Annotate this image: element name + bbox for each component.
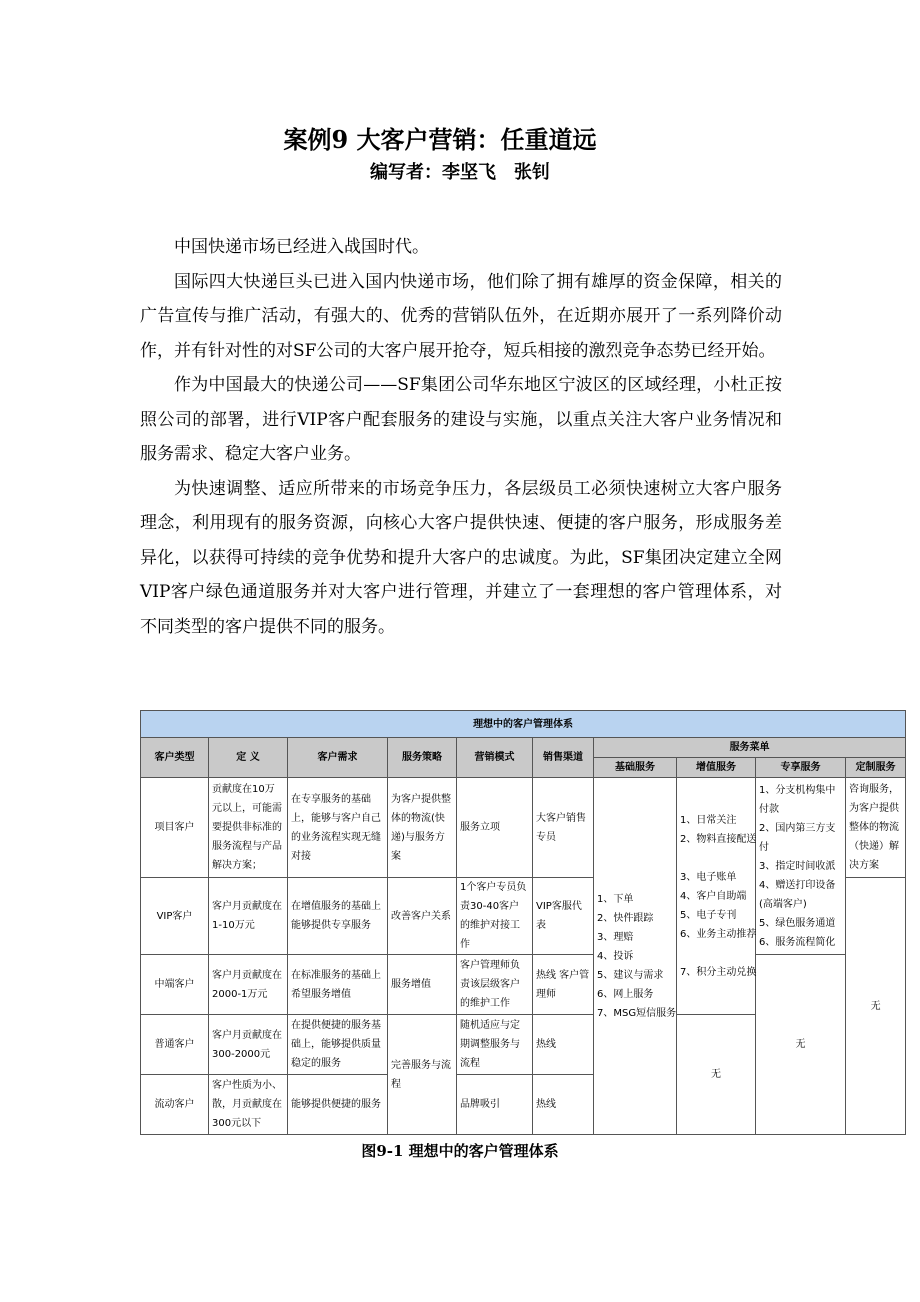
- header-cell: 营销模式: [457, 738, 533, 778]
- cell-strategy: 改善客户关系: [388, 878, 457, 955]
- list-item: 5、绿色服务通道: [759, 917, 836, 929]
- cell-need: 在提供便捷的服务基础上，能够提供质量稳定的服务: [288, 1015, 388, 1075]
- cell-strategy: 为客户提供整体的物流(快递)与服务方案: [388, 778, 457, 878]
- list-item: 1、下单: [597, 893, 634, 905]
- list-item: 3、理赔: [597, 931, 634, 943]
- list-item: 3、电子账单: [680, 871, 737, 883]
- cell-mode: 1个客户专员负责30-40客户的维护对接工作: [457, 878, 533, 955]
- cell-def: 客户月贡献度在300-2000元: [209, 1015, 288, 1075]
- figure-caption: 图9-1 理想中的客户管理体系: [361, 1142, 559, 1160]
- customer-management-table: [140, 710, 906, 1135]
- cell-channel: 热线 客户管理师: [533, 955, 594, 1015]
- body-text: [140, 230, 782, 644]
- list-item: 4、赠送打印设备(高端客户): [759, 879, 836, 910]
- header-cell: 基础服务: [594, 758, 677, 778]
- cell-def: 客户性质为小、散，月贡献度在300元以下: [209, 1075, 288, 1135]
- table-row: [141, 778, 906, 878]
- paragraph: 国际四大快递巨头已进入国内快递市场，他们除了拥有雄厚的资金保障，相关的广告宣传与推广活动，有强大的、优秀的营销队伍外，在近期亦展开了一系列降价动作，并有针对性的对SF公司的大客户展开抢夺，短兵相接的激烈竞争态势已经开始。: [140, 271, 782, 361]
- table-title: 理想中的客户管理体系: [141, 711, 906, 738]
- cell-def: 贡献度在10万元以上，可能需要提供非标准的服务流程与产品解决方案；: [209, 778, 288, 878]
- cell-need: 在增值服务的基础上能够提供专享服务: [288, 878, 388, 955]
- exclusive-services-cell: [756, 778, 846, 955]
- header-cell: 客户类型: [141, 738, 209, 778]
- cell-type: 普通客户: [141, 1015, 209, 1075]
- cell-type: 项目客户: [141, 778, 209, 878]
- paragraph: 中国快递市场已经进入战国时代。: [174, 237, 429, 257]
- cell-need: 能够提供便捷的服务: [288, 1075, 388, 1135]
- paragraph: 为快速调整、适应所带来的市场竞争压力，各层级员工必须快速树立大客户服务理念，利用现有的服务资源，向核心大客户提供快速、便捷的客户服务，形成服务差异化，以获得可持续的竞争优势和提升大客户的忠诚度。为此，SF集团决定建立全网VIP客户绿色通道服务并对大客户进行管理，并建立了一套理想的客户管理体系，对不同类型的客户提供不同的服务。: [140, 478, 782, 637]
- cell-mode: 品牌吸引: [457, 1075, 533, 1135]
- cell-none: 无: [756, 955, 846, 1135]
- cell-need: 在专享服务的基础上，能够与客户自己的业务流程实现无缝对接: [288, 778, 388, 878]
- list-item: 6、业务主动推荐: [680, 928, 757, 940]
- cell-none: 无: [677, 1015, 756, 1135]
- cell-need: 在标准服务的基础上希望服务增值: [288, 955, 388, 1015]
- cell-strategy: 服务增值: [388, 955, 457, 1015]
- header-cell: 销售渠道: [533, 738, 594, 778]
- basic-services-cell: [594, 778, 677, 1135]
- header-cell: 定 义: [209, 738, 288, 778]
- paragraph: 作为中国最大的快递公司——SF集团公司华东地区宁波区的区域经理，小杜正按照公司的部署，进行VIP客户配套服务的建设与实施，以重点关注大客户业务情况和服务需求、稳定大客户业务。: [140, 375, 782, 464]
- header-cell: 客户需求: [288, 738, 388, 778]
- header-cell: 服务菜单: [594, 738, 906, 758]
- cell-channel: 热线: [533, 1075, 594, 1135]
- document-title: 案例9 大客户营销：任重道远: [283, 125, 597, 154]
- cell-strategy: 完善服务与流程: [388, 1015, 457, 1135]
- list-item: 7、积分主动兑换: [680, 966, 757, 978]
- value-added-services-cell: [677, 778, 756, 1015]
- cell-channel: VIP客服代表: [533, 878, 594, 955]
- cell-channel: 热线: [533, 1015, 594, 1075]
- list-item: 1、分支机构集中付款: [759, 784, 836, 815]
- list-item: 2、快件跟踪: [597, 912, 654, 924]
- author-line: 编写者：李坚飞 张钊: [370, 162, 550, 183]
- list-item: 1、日常关注: [680, 814, 737, 826]
- header-cell: 增值服务: [677, 758, 756, 778]
- list-item: 2、国内第三方支付: [759, 822, 836, 853]
- cell-mode: 客户管理师负责该层级客户的维护工作: [457, 955, 533, 1015]
- cell-def: 客户月贡献度在1-10万元: [209, 878, 288, 955]
- list-item: 6、服务流程简化: [759, 936, 836, 948]
- list-item: 5、电子专刊: [680, 909, 737, 921]
- cell-type: 中端客户: [141, 955, 209, 1015]
- list-item: 6、网上服务: [597, 988, 654, 1000]
- list-item: 5、建议与需求: [597, 969, 664, 981]
- list-item: 4、客户自助端: [680, 890, 747, 902]
- cell-channel: 大客户销售专员: [533, 778, 594, 878]
- cell-type: 流动客户: [141, 1075, 209, 1135]
- cell-mode: 随机适应与定期调整服务与流程: [457, 1015, 533, 1075]
- list-item: 4、投诉: [597, 950, 634, 962]
- custom-services-cell: 咨询服务，为客户提供整体的物流（快递）解决方案: [846, 778, 906, 878]
- list-item: 7、MSG短信服务: [597, 1007, 677, 1019]
- table-row: [141, 955, 906, 1015]
- list-item: 3、指定时间收派: [759, 860, 836, 872]
- header-cell: 专享服务: [756, 758, 846, 778]
- header-cell: 服务策略: [388, 738, 457, 778]
- list-item: 2、物料直接配送: [680, 833, 757, 845]
- cell-mode: 服务立项: [457, 778, 533, 878]
- cell-def: 客户月贡献度在2000-1万元: [209, 955, 288, 1015]
- cell-type: VIP客户: [141, 878, 209, 955]
- header-cell: 定制服务: [846, 758, 906, 778]
- cell-none: 无: [846, 878, 906, 1135]
